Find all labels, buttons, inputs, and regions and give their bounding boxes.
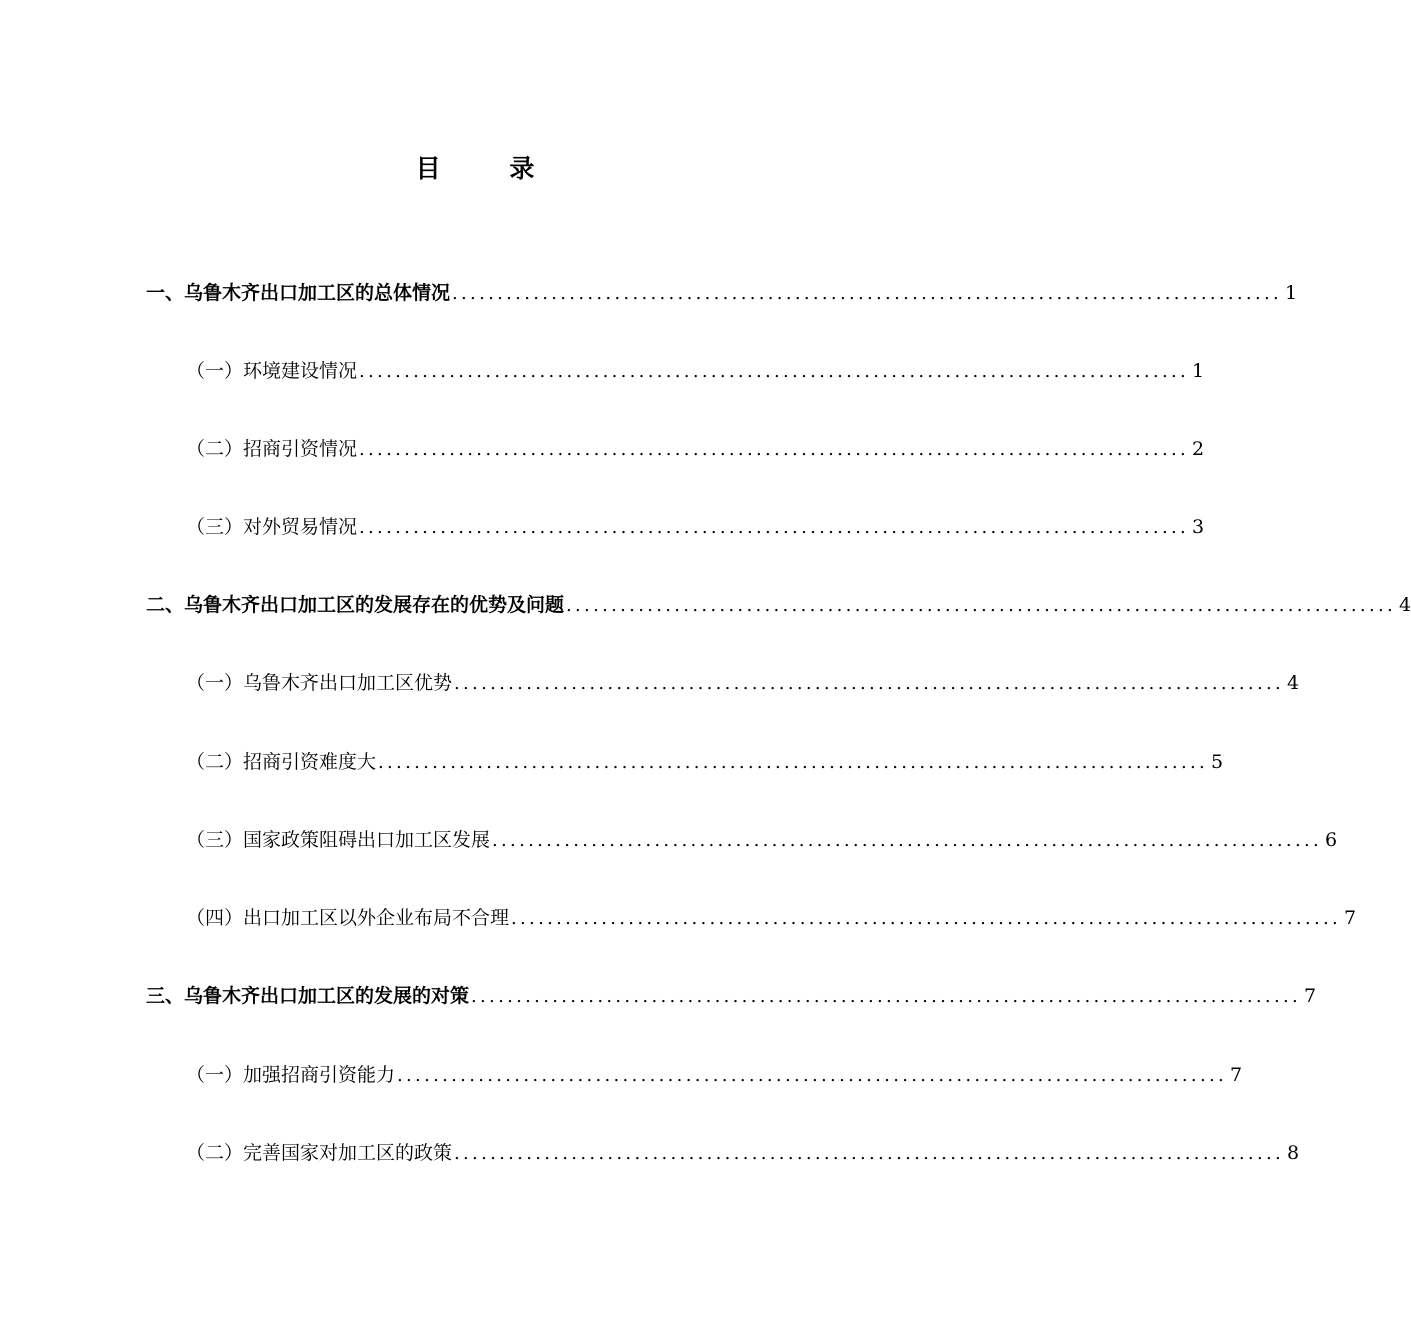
toc-entry-title: （二）招商引资情况: [186, 438, 358, 460]
toc-page-number: 7: [1230, 1064, 1243, 1086]
toc-entry[interactable]: [186, 1057, 1243, 1093]
toc-dot-leader: ............................................................................................: [452, 283, 1283, 304]
toc-dot-leader: ............................................................................................: [359, 517, 1190, 538]
toc-entry[interactable]: [186, 744, 1224, 780]
toc-dot-leader: ............................................................................................: [454, 1143, 1285, 1164]
toc-dot-leader: ............................................................................................: [492, 830, 1323, 851]
toc-dot-leader: ............................................................................................: [454, 673, 1285, 694]
toc-entry[interactable]: [186, 353, 1205, 389]
toc-entry-title: 二、乌鲁木齐出口加工区的发展存在的优势及问题: [146, 594, 565, 616]
page-title: 目 录: [415, 153, 565, 183]
toc-entry-title: （三）对外贸易情况: [186, 516, 358, 538]
toc-page-number: 1: [1192, 360, 1205, 382]
toc-entry[interactable]: [146, 978, 1317, 1014]
toc-dot-leader: ............................................................................................: [359, 361, 1190, 382]
toc-entry-title: （四）出口加工区以外企业布局不合理: [186, 907, 510, 929]
toc-entry[interactable]: [186, 665, 1300, 701]
toc-entry-title: （二）完善国家对加工区的政策: [186, 1142, 453, 1164]
toc-entry-title: 三、乌鲁木齐出口加工区的发展的对策: [146, 985, 470, 1007]
toc-page-number: 8: [1287, 1142, 1300, 1164]
toc-page-number: 2: [1192, 438, 1205, 460]
toc-page-number: 3: [1192, 516, 1205, 538]
toc-entry-title: （一）乌鲁木齐出口加工区优势: [186, 672, 453, 694]
toc-dot-leader: ............................................................................................: [397, 1065, 1228, 1086]
toc-dot-leader: ............................................................................................: [378, 752, 1209, 773]
toc-entry-title: 一、乌鲁木齐出口加工区的总体情况: [146, 282, 451, 304]
toc-entry[interactable]: [186, 509, 1205, 545]
toc-dot-leader: ............................................................................................: [359, 439, 1190, 460]
toc-page-number: 1: [1285, 282, 1298, 304]
toc-page-number: 7: [1304, 985, 1317, 1007]
toc-entry[interactable]: [186, 900, 1357, 936]
toc-entry-title: （一）加强招商引资能力: [186, 1064, 396, 1086]
toc-entry[interactable]: [146, 587, 1411, 623]
toc-dot-leader: ............................................................................................: [471, 986, 1302, 1007]
toc-page-number: 7: [1344, 907, 1357, 929]
toc-entry-title: （二）招商引资难度大: [186, 751, 377, 773]
toc-entry[interactable]: [146, 275, 1298, 311]
toc-dot-leader: ............................................................................................: [566, 595, 1397, 616]
toc-page-number: 6: [1325, 829, 1338, 851]
toc-page-number: 5: [1211, 751, 1224, 773]
toc-entry-title: （三）国家政策阻碍出口加工区发展: [186, 829, 491, 851]
toc-page-number: 4: [1399, 594, 1411, 616]
toc-entry[interactable]: [186, 822, 1338, 858]
toc-page-number: 4: [1287, 672, 1300, 694]
toc-entry[interactable]: [186, 431, 1205, 467]
toc-entry[interactable]: [186, 1135, 1300, 1171]
toc-dot-leader: ............................................................................................: [511, 908, 1342, 929]
toc-entry-title: （一）环境建设情况: [186, 360, 358, 382]
